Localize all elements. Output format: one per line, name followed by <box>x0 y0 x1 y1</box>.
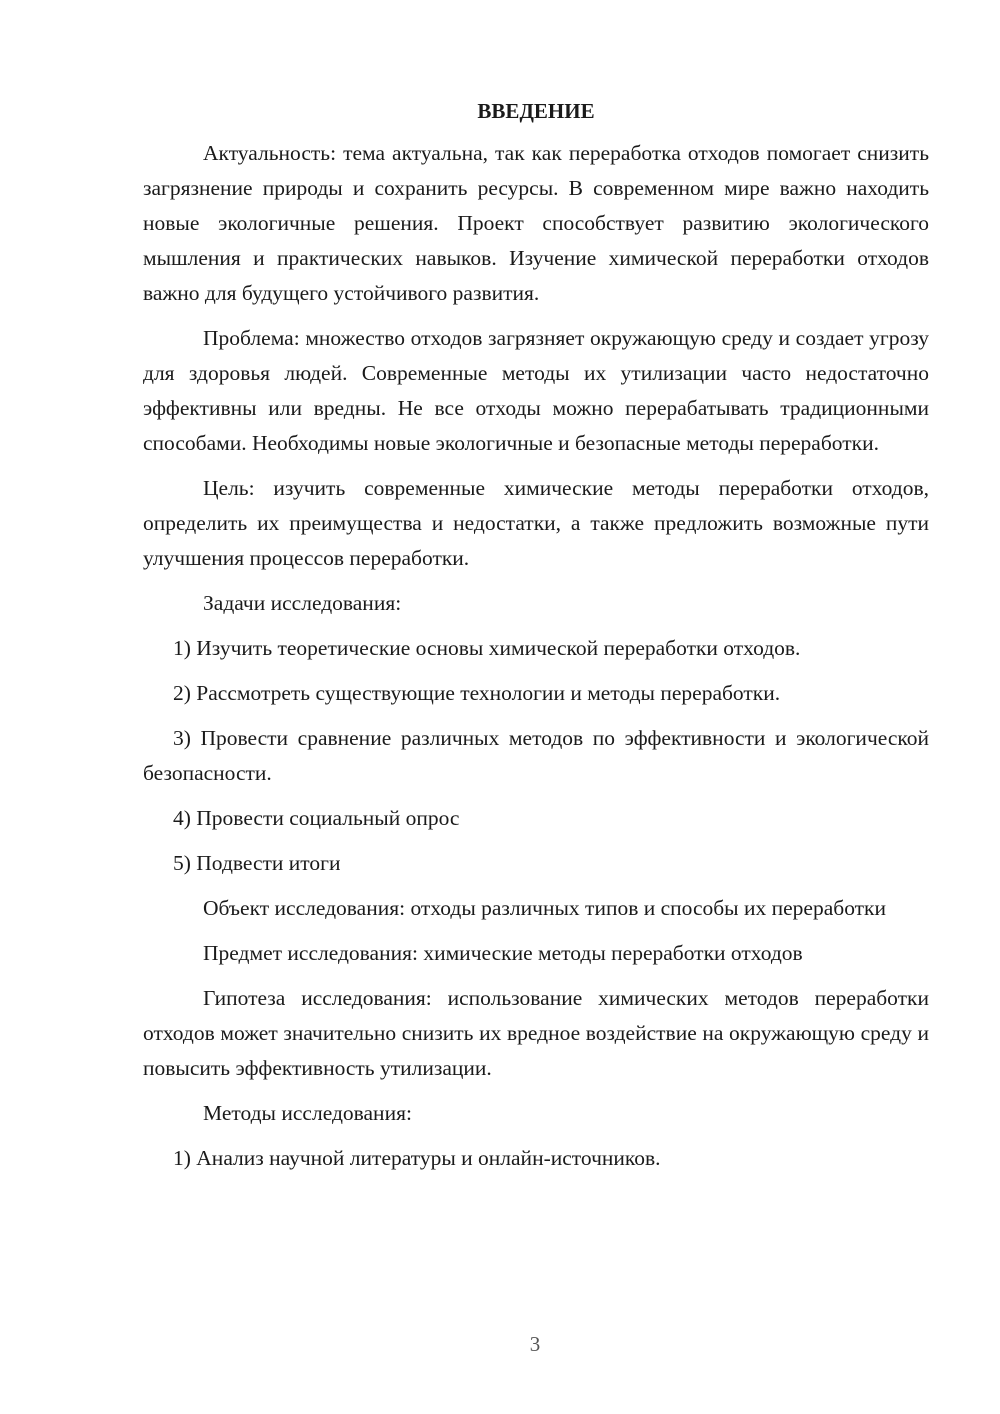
goal-paragraph: Цель: изучить современные химические методы переработки отходов, определить их преимущества и недостатки, а также предложить возможные пути улучшения процессов переработки. <box>143 476 929 570</box>
problem-paragraph: Проблема: множество отходов загрязняет окружающую среду и создает угрозу для здоровья людей. Современные методы их утилизации часто недостаточно эффективны или вредны. Не все отходы можно перерабатывать традиционными способами. Необходимы новые экологичные и безопасные методы переработки. <box>143 326 929 455</box>
task-item: 5) Подвести итоги <box>173 851 341 875</box>
hypothesis-paragraph: Гипотеза исследования: использование химических методов переработки отходов может значительно снизить их вредное воздействие на окружающую среду и повысить эффективность утилизации. <box>143 986 929 1080</box>
methods-heading: Методы исследования: <box>203 1101 412 1125</box>
method-item: 1) Анализ научной литературы и онлайн-источников. <box>173 1146 661 1170</box>
tasks-heading: Задачи исследования: <box>203 591 402 615</box>
task-item: 3) Провести сравнение различных методов по эффективности и экологической безопасности. <box>143 726 929 785</box>
task-item: 1) Изучить теоретические основы химической переработки отходов. <box>173 636 801 660</box>
object-paragraph: Объект исследования: отходы различных типов и способы их переработки <box>203 896 887 920</box>
task-item: 4) Провести социальный опрос <box>173 806 460 830</box>
page-number: 3 <box>529 1332 541 1356</box>
document-page <box>143 96 929 1186</box>
task-item: 2) Рассмотреть существующие технологии и методы переработки. <box>173 681 781 705</box>
subject-paragraph: Предмет исследования: химические методы переработки отходов <box>203 941 803 965</box>
relevance-paragraph: Актуальность: тема актуальна, так как переработка отходов помогает снизить загрязнение природы и сохранить ресурсы. В современном мире важно находить новые экологичные решения. Проект способствует развитию экологического мышления и практических навыков. Изучение химической переработки отходов важно для будущего устойчивого развития. <box>143 141 929 305</box>
section-title: ВВЕДЕНИЕ <box>477 99 595 123</box>
